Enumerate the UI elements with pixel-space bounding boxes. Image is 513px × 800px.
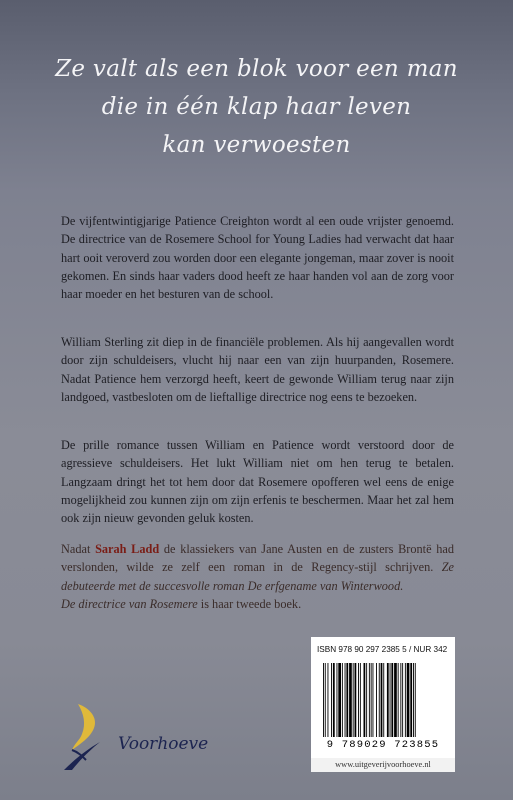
barcode-bar [337,663,338,737]
barcode-bar [405,663,406,737]
debut-title: De erfgename van Winterwood. [247,578,404,593]
barcode-bar [383,663,384,737]
author-bio [61,540,454,613]
barcode-bar [407,663,410,737]
isbn-barcode-box [311,637,455,759]
author-bio-prefix: Nadat [61,542,96,556]
barcode-bar [353,663,354,737]
barcode-bar [345,663,346,737]
barcode-bar [342,663,343,737]
barcode-bar [369,663,370,737]
tagline [0,50,513,164]
barcode-bar [376,663,377,737]
barcode-bar [387,663,389,737]
author-bio-suffix: is haar tweede boek. [197,596,302,611]
barcode-bar [331,663,332,737]
quill-icon [60,700,124,772]
barcode-bar [402,663,403,737]
barcode-bar [381,663,383,737]
barcode-bar [373,663,374,737]
author-bio-debut: Ze debuteerde met de succesvolle roman [61,560,454,593]
barcode-bar [355,663,357,737]
barcode [321,663,445,737]
barcode-bar [394,663,397,737]
barcode-bar [358,663,359,737]
author-name: Sarah Ladd [95,542,160,556]
tagline-line-2: die in één klap haar leven [101,94,412,120]
author-bio-text: de klassiekers van Jane Austen en de zusters Brontë had verslonden, wilde ze zelf een roman in de Regency-stijl schrijven. [61,542,455,575]
barcode-bar [338,663,341,737]
barcode-bar [371,663,372,737]
blurb-paragraph-2: William Sterling zit diep in de financiële problemen. Als hij aangevallen wordt door zijn schuldeisers, vlucht hij naar een van zijn huurpanden, Rosemere. Nadat Patience hem verzorgd heeft, keert de gewonde William terug naar zijn landgoed, vastbesloten om de lieftallige directrice nog eens te bezoeken. [61,335,454,404]
publisher-name: Voorhoeve [118,734,209,754]
barcode-bar [360,663,361,737]
tagline-line-1: Ze valt als een blok voor een man [55,56,458,82]
barcode-digits: 9 789029 723855 [326,739,440,751]
barcode-bar [379,663,380,737]
barcode-bar [415,663,416,737]
book-title: De directrice van Rosemere [61,596,198,611]
barcode-bar [325,663,326,737]
tagline-line-3: kan verwoesten [162,132,351,158]
barcode-bar [366,663,367,737]
barcode-bar [400,663,401,737]
barcode-bar [323,663,324,737]
barcode-bar [333,663,335,737]
barcode-bar [410,663,412,737]
barcode-bar [390,663,391,737]
barcode-bar [398,663,399,737]
barcode-bar [328,663,329,737]
publisher-logo [60,700,230,774]
barcode-bar [346,663,348,737]
publisher-website: www.uitgeverijvoorhoeve.nl [311,758,455,772]
blurb-paragraph-1: De vijfentwintigjarige Patience Creighton wordt al een oude vrijster genoemd. De directrice van de Rosemere School for Young Ladies had verwacht dat haar hart ooit veroverd zou worden door een elegante jongeman, maar zover is nooit gekomen. En sinds haar vaders dood heeft ze haar handen vol aan de zorg voor haar moeder en het besturen van de school. [61,214,454,302]
barcode-bar [391,663,393,737]
barcode-bar [364,663,366,737]
barcode-bar [349,663,352,737]
barcode-bar [413,663,414,737]
blurb-paragraph-3: De prille romance tussen William en Patience wordt verstoord door de agressieve schuldeisers. Het lukt William niet om hen terug te betalen. Langzaam dringt het tot hem door dat Rosemere opofferen wel eens de enige mogelijkheid zou kunnen zijn om zijn erfenis te beschermen. Maar het zal hem ook zijn nieuw gevonden geluk kosten. [61,438,454,526]
isbn-text: ISBN 978 90 297 2385 5 / NUR 342 [317,645,448,654]
